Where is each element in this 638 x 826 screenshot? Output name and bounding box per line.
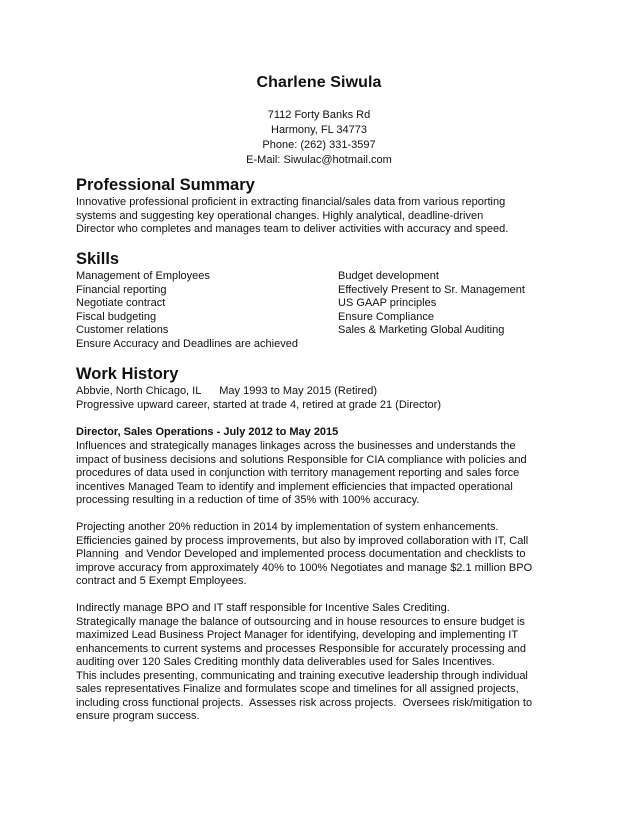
paragraph-line: procedures of data used in conjunction with territory management reporting and sales force: [76, 467, 520, 479]
contact-block: [0, 108, 638, 168]
skills-column-left: [76, 270, 298, 351]
paragraph-line: incentives Managed Team to identify and implement efficiencies that impacted operational: [76, 480, 513, 493]
skill-item: Management of Employees: [76, 270, 210, 282]
summary-text: [76, 196, 576, 237]
paragraph-line: Planning and Vendor Developed and implemented process documentation and checklists to: [76, 548, 526, 560]
paragraph-line: maximized Lead Business Project Manager for identifying, developing and implementing IT: [76, 629, 519, 641]
skill-item: Financial reporting: [76, 283, 167, 296]
skills-column-right: [338, 270, 525, 338]
paragraph-line: sales representatives Finalize and formulates scope and timelines for all assigned projects,: [76, 683, 519, 695]
candidate-name: Charlene Siwula: [256, 74, 382, 91]
summary-line: Innovative professional proficient in extracting financial/sales data from various reporting: [76, 196, 506, 208]
skill-item: Fiscal budgeting: [76, 310, 157, 323]
paragraph-line: This includes presenting, communicating and training executive leadership through individual: [76, 669, 528, 682]
paragraph-line: Projecting another 20% reduction in 2014 by implementation of system enhancements.: [76, 521, 499, 533]
paragraph-line: including cross functional projects. Assesses risk across projects. Oversees risk/mitigation to: [76, 696, 533, 709]
work-history-heading: Work History: [76, 365, 179, 383]
skill-item: US GAAP principles: [338, 297, 437, 309]
employer-line: Abbvie, North Chicago, IL May 1993 to May 2015 (Retired): [76, 385, 378, 397]
skill-item: Negotiate contract: [76, 297, 166, 309]
skill-item: Sales & Marketing Global Auditing: [338, 324, 505, 336]
employer-block: [76, 385, 576, 412]
paragraph-line: enhancements to current systems and processes Responsible for accurately processing and: [76, 642, 527, 655]
skill-item: Ensure Compliance: [338, 310, 434, 323]
role-paragraph-3: [76, 602, 576, 724]
paragraph-line: Influences and strategically manages linkages across the businesses and understands the: [76, 440, 516, 452]
paragraph-line: ensure program success.: [76, 710, 200, 722]
summary-line: systems and suggesting key operational changes. Highly analytical, deadline-driven: [76, 209, 484, 222]
skill-item: Ensure Accuracy and Deadlines are achieved: [76, 337, 298, 350]
skills-heading: Skills: [76, 250, 120, 268]
skill-item: Customer relations: [76, 324, 169, 336]
paragraph-line: Indirectly manage BPO and IT staff responsible for Incentive Sales Crediting.: [76, 602, 450, 614]
skill-item: Effectively Present to Sr. Management: [338, 283, 525, 296]
paragraph-line: auditing over 120 Sales Crediting monthly data deliverables used for Sales Incentives.: [76, 656, 495, 668]
paragraph-line: contract and 5 Exempt Employees.: [76, 575, 247, 587]
summary-heading: Professional Summary: [76, 176, 255, 194]
paragraph-line: processing resulting in a reduction of time of 35% with 100% accuracy.: [76, 494, 420, 506]
paragraph-line: improve accuracy from approximately 40% to 100% Negotiates and manage $2.1 million BPO: [76, 561, 533, 574]
address-line-1: 7112 Forty Banks Rd: [267, 109, 371, 121]
paragraph-line: impact of business decisions and solutions Responsible for CIA compliance with policies and: [76, 453, 527, 466]
role-title: Director, Sales Operations - July 2012 to May 2015: [76, 426, 339, 438]
email: E-Mail: Siwulac@hotmail.com: [246, 154, 392, 166]
paragraph-line: Efficiencies gained by process improvements, but also by improved collaboration with IT, Call: [76, 534, 529, 547]
role-paragraph-2: [76, 521, 576, 589]
phone: Phone: (262) 331-3597: [262, 139, 376, 151]
role-paragraph-1: [76, 440, 576, 508]
career-line: Progressive upward career, started at trade 4, retired at grade 21 (Director): [76, 398, 442, 411]
paragraph-line: Strategically manage the balance of outsourcing and in house resources to ensure budget is: [76, 615, 525, 628]
summary-line: Director who completes and manages team to deliver activities with accuracy and speed.: [76, 223, 509, 235]
skill-item: Budget development: [338, 270, 439, 282]
address-line-2: Harmony, FL 34773: [271, 124, 367, 136]
